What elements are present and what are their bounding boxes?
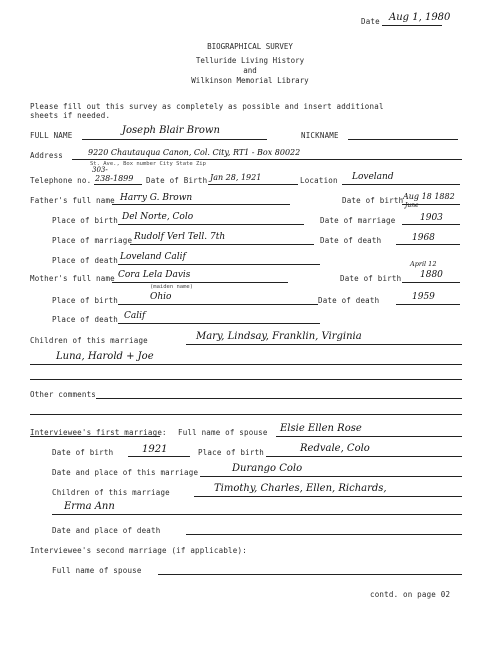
father-name-underline <box>112 204 290 205</box>
first-dob-label: Date of birth <box>52 448 114 457</box>
mother-name-value: Cora Lela Davis <box>118 270 191 280</box>
mother-dod-label: Date of death <box>318 296 380 305</box>
first-children-underline-2 <box>52 514 462 515</box>
dob-underline <box>208 184 298 185</box>
father-pom-label: Place of marriage <box>52 236 133 245</box>
location-underline <box>342 184 460 185</box>
father-pob-underline <box>118 224 304 225</box>
mother-pob-value: Ohio <box>150 292 172 302</box>
address-sublabel: St. Ave., Box number City State Zip <box>90 161 206 167</box>
second-marriage-label: Interviewee's second marriage (if applicable): <box>30 546 247 555</box>
nickname-label: NICKNAME <box>301 131 339 140</box>
other-comments-label: Other comments <box>30 390 97 399</box>
first-dpm-underline <box>200 476 462 477</box>
org-line-3: Wilkinson Memorial Library <box>191 76 309 85</box>
first-marriage-label-underline <box>30 436 160 437</box>
address-label: Address <box>30 151 64 160</box>
first-pob-underline <box>266 456 462 457</box>
father-dob-underline <box>402 204 460 205</box>
mother-name-label: Mother's full name <box>30 274 115 283</box>
mother-podeath-label: Place of death <box>52 315 119 324</box>
father-dod-value: 1968 <box>412 233 435 243</box>
first-children-label: Children of this marriage <box>52 488 170 497</box>
first-pob-value: Redvale, Colo <box>300 443 370 454</box>
father-dom-underline <box>402 224 460 225</box>
father-dob-label: Date of birth <box>342 196 404 205</box>
first-dob-value: 1921 <box>142 444 168 455</box>
first-spouse-value: Elsie Ellen Rose <box>280 423 362 434</box>
mother-name-underline <box>112 282 288 283</box>
continued-note: contd. on page 02 <box>370 590 451 599</box>
address-value: 9220 Chautauqua Canon, Col. City, RT1 - Box 80022 <box>88 148 301 157</box>
first-pob-label: Place of birth <box>198 448 265 457</box>
date-label: Date <box>361 17 380 26</box>
first-spouse-underline <box>276 436 462 437</box>
mother-dod-underline <box>396 304 460 305</box>
father-pob-value: Del Norte, Colo <box>122 212 194 222</box>
father-pom-value: Rudolf Verl Tell. 7th <box>134 232 226 242</box>
father-dob-note: June <box>405 202 419 209</box>
first-dpm-value: Durango Colo <box>232 463 303 474</box>
father-dod-label: Date of death <box>320 236 382 245</box>
first-children-line-1: Timothy, Charles, Ellen, Richards, <box>214 483 387 494</box>
mother-dob-underline <box>402 282 460 283</box>
first-children-underline-1 <box>194 496 462 497</box>
location-label: Location <box>300 176 338 185</box>
survey-title: BIOGRAPHICAL SURVEY <box>207 42 293 51</box>
father-podeath-value: Loveland Calif <box>120 252 186 262</box>
full-name-value: Joseph Blair Brown <box>122 125 220 136</box>
mother-dod-value: 1959 <box>412 292 435 302</box>
org-line-1: Telluride Living History <box>195 56 305 65</box>
phone-label: Telephone no. <box>30 176 92 185</box>
instructions-line-2: sheets if needed. <box>30 111 111 120</box>
second-spouse-underline <box>158 574 462 575</box>
nickname-underline <box>348 139 458 140</box>
children-line-1: Mary, Lindsay, Franklin, Virginia <box>196 331 362 342</box>
mother-pob-underline <box>118 304 318 305</box>
other-comments-underline-2 <box>30 414 462 415</box>
mother-dob-value: 1880 <box>420 270 443 280</box>
mother-dob-label: Date of birth <box>340 274 402 283</box>
first-spouse-label: Full name of spouse <box>178 428 268 437</box>
father-dom-value: 1903 <box>420 213 443 223</box>
phone-value: 238-1899 <box>95 174 134 183</box>
phone-prefix: 303- <box>92 166 108 174</box>
mother-podeath-underline <box>118 323 320 324</box>
first-children-line-2: Erma Ann <box>64 501 115 512</box>
children-underline-2 <box>30 364 462 365</box>
children-line-2: Luna, Harold + Joe <box>56 351 154 362</box>
father-pom-underline <box>130 244 314 245</box>
father-pob-label: Place of birth <box>52 216 119 225</box>
dob-label: Date of Birth <box>146 176 208 185</box>
father-dob-value: Aug 18 1882 <box>403 192 455 201</box>
first-dpm-label: Date and place of this marriage <box>52 468 199 477</box>
date-value: Aug 1, 1980 <box>389 12 451 23</box>
phone-underline <box>94 184 142 185</box>
full-name-underline <box>82 139 267 140</box>
father-name-label: Father's full name <box>30 196 115 205</box>
father-podeath-label: Place of death <box>52 256 119 265</box>
second-spouse-label: Full name of spouse <box>52 566 142 575</box>
date-underline <box>382 25 442 26</box>
first-dob-underline <box>128 456 190 457</box>
father-podeath-underline <box>118 264 320 265</box>
address-underline <box>72 159 462 160</box>
first-dpd-underline <box>186 534 462 535</box>
instructions-line-1: Please fill out this survey as completely as possible and insert additional <box>30 102 384 111</box>
father-dom-label: Date of marriage <box>320 216 396 225</box>
dob-value: Jan 28, 1921 <box>210 173 262 182</box>
mother-podeath-value: Calif <box>124 311 146 321</box>
mother-dob-note: April 12 <box>410 260 437 268</box>
children-label: Children of this marriage <box>30 336 148 345</box>
full-name-label: FULL NAME <box>30 131 73 140</box>
children-underline-3 <box>30 379 462 380</box>
first-dpd-label: Date and place of death <box>52 526 161 535</box>
other-comments-underline-1 <box>96 398 462 399</box>
father-name-value: Harry G. Brown <box>120 193 193 203</box>
children-underline-1 <box>186 344 462 345</box>
father-dod-underline <box>396 244 460 245</box>
mother-pob-label: Place of birth <box>52 296 119 305</box>
org-line-2: and <box>243 66 257 75</box>
first-marriage-label: Interviewee's first marriage: <box>30 428 167 437</box>
location-value: Loveland <box>352 172 394 182</box>
mother-maiden-note: (maiden name) <box>150 284 194 290</box>
